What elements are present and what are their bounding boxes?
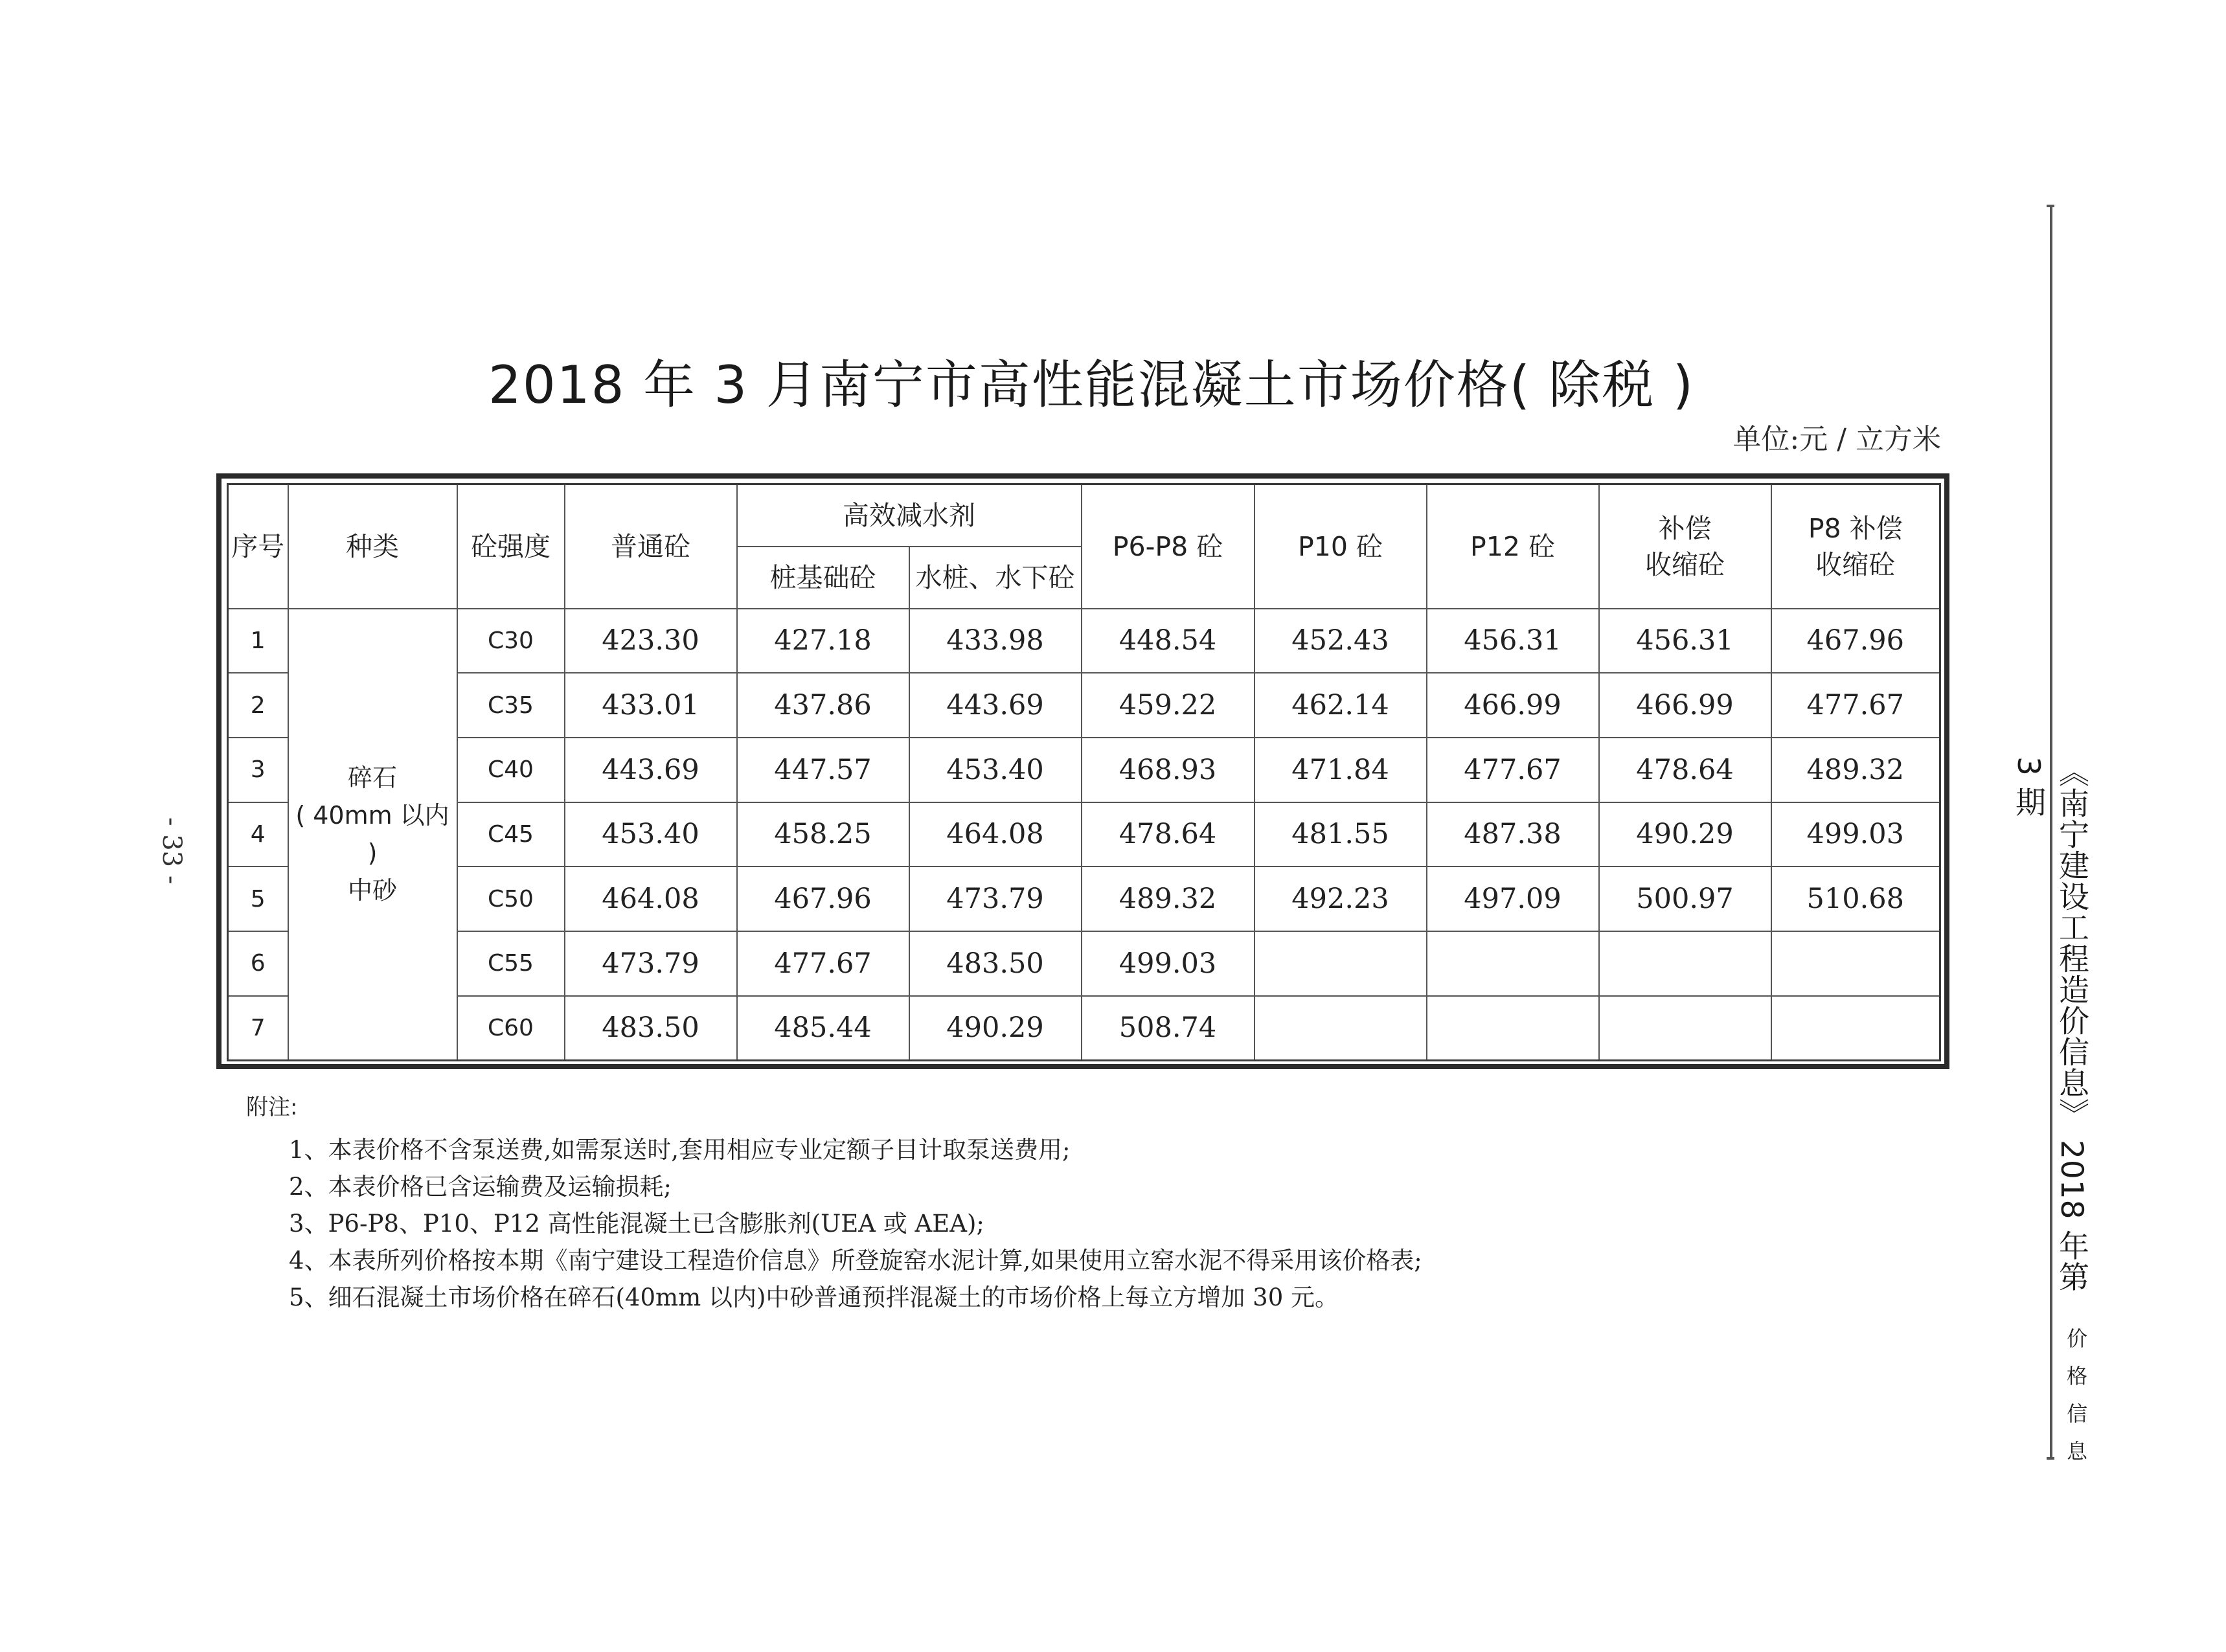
cell-p6p8: 459.22 [1082, 673, 1255, 738]
cell-water: 490.29 [909, 996, 1082, 1061]
cell-water: 483.50 [909, 931, 1082, 996]
cell-p12: 497.09 [1427, 866, 1599, 931]
cell-p8comp [1771, 996, 1940, 1061]
note-item: 3、P6-P8、P10、P12 高性能混凝土已含膨胀剂(UEA 或 AEA); [289, 1210, 984, 1238]
page-title: 2018 年 3 月南宁市高性能混凝土市场价格( 除税 ) [488, 355, 1695, 415]
header-pile-foundation: 桩基础砼 [737, 547, 909, 609]
row-index: 6 [228, 931, 288, 996]
cell-pile: 447.57 [737, 738, 909, 802]
note-item: 4、本表所列价格按本期《南宁建设工程造价信息》所登旋窑水泥计算,如果使用立窑水泥不得采用该价格表; [289, 1247, 1422, 1274]
cell-p8comp: 510.68 [1771, 866, 1940, 931]
header-compensation-line2: 收缩砼 [1645, 549, 1725, 580]
cell-p6p8: 468.93 [1082, 738, 1255, 802]
notes-heading: 附注: [246, 1094, 298, 1120]
notes-section [246, 1089, 1930, 1316]
cell-ordinary: 483.50 [565, 996, 737, 1061]
cell-water: 453.40 [909, 738, 1082, 802]
header-p6-p8: P6-P8 砼 [1082, 484, 1255, 609]
header-p8-compensation [1771, 484, 1940, 609]
type-line1: 碎石 [347, 764, 397, 793]
price-table [227, 483, 1941, 1061]
cell-p10 [1255, 996, 1427, 1061]
cell-pile: 427.18 [737, 609, 909, 673]
cell-p12 [1427, 996, 1599, 1061]
cell-ordinary: 464.08 [565, 866, 737, 931]
note-item: 1、本表价格不含泵送费,如需泵送时,套用相应专业定额子目计取泵送费用; [289, 1136, 1071, 1164]
cell-p8comp: 489.32 [1771, 738, 1940, 802]
cell-water: 473.79 [909, 866, 1082, 931]
cell-comp [1599, 996, 1771, 1061]
journal-title: 《南宁建设工程造价信息》 2018 年第 3 期 [2010, 756, 2089, 1293]
header-p8-compensation-line2: 收缩砼 [1815, 549, 1896, 580]
row-grade: C50 [457, 866, 565, 931]
cell-p10: 471.84 [1255, 738, 1427, 802]
cell-p12 [1427, 931, 1599, 996]
cell-p10: 492.23 [1255, 866, 1427, 931]
row-grade: C30 [457, 609, 565, 673]
cell-p8comp: 477.67 [1771, 673, 1940, 738]
cell-ordinary: 443.69 [565, 738, 737, 802]
row-grade: C40 [457, 738, 565, 802]
side-divider-cap-bottom [2047, 1457, 2054, 1460]
row-index: 5 [228, 866, 288, 931]
header-grade: 砼强度 [457, 484, 565, 609]
cell-comp: 478.64 [1599, 738, 1771, 802]
type-line3: 中砂 [347, 876, 397, 905]
header-p8-compensation-line1: P8 补偿 [1808, 512, 1903, 544]
row-grade: C45 [457, 802, 565, 867]
cell-p12: 477.67 [1427, 738, 1599, 802]
table-row [228, 802, 1940, 867]
cell-comp: 490.29 [1599, 802, 1771, 867]
cell-p12: 466.99 [1427, 673, 1599, 738]
cell-p6p8: 478.64 [1082, 802, 1255, 867]
cell-ordinary: 453.40 [565, 802, 737, 867]
header-compensation [1599, 484, 1771, 609]
cell-pile: 485.44 [737, 996, 909, 1061]
cell-comp: 456.31 [1599, 609, 1771, 673]
cell-pile: 467.96 [737, 866, 909, 931]
header-p10: P10 砼 [1255, 484, 1427, 609]
row-index: 3 [228, 738, 288, 802]
cell-comp: 466.99 [1599, 673, 1771, 738]
cell-p10: 452.43 [1255, 609, 1427, 673]
table-row [228, 673, 1940, 738]
note-item: 2、本表价格已含运输费及运输损耗; [289, 1173, 672, 1201]
row-index: 1 [228, 609, 288, 673]
type-cell [288, 609, 457, 1061]
cell-ordinary: 423.30 [565, 609, 737, 673]
cell-comp: 500.97 [1599, 866, 1771, 931]
header-water-pile: 水桩、水下砼 [909, 547, 1082, 609]
cell-pile: 458.25 [737, 802, 909, 867]
cell-pile: 437.86 [737, 673, 909, 738]
side-divider-cap-top [2047, 205, 2054, 207]
type-line2: ( 40mm 以内 ) [295, 801, 449, 868]
row-index: 2 [228, 673, 288, 738]
row-index: 7 [228, 996, 288, 1061]
cell-water: 433.98 [909, 609, 1082, 673]
cell-p8comp [1771, 931, 1940, 996]
unit-label: 单位:元 / 立方米 [1732, 423, 1941, 456]
section-label: 价格信息 [2063, 1328, 2088, 1478]
note-item: 5、细石混凝土市场价格在碎石(40mm 以内)中砂普通预拌混凝土的市场价格上每立方增加 30 元。 [289, 1284, 1339, 1311]
cell-p6p8: 448.54 [1082, 609, 1255, 673]
cell-p10: 481.55 [1255, 802, 1427, 867]
cell-ordinary: 473.79 [565, 931, 737, 996]
cell-p6p8: 489.32 [1082, 866, 1255, 931]
cell-p8comp: 499.03 [1771, 802, 1940, 867]
table-row [228, 738, 1940, 802]
cell-pile: 477.67 [737, 931, 909, 996]
cell-p6p8: 508.74 [1082, 996, 1255, 1061]
row-grade: C60 [457, 996, 565, 1061]
header-index: 序号 [228, 484, 288, 609]
table-row [228, 609, 1940, 673]
header-ordinary: 普通砼 [565, 484, 737, 609]
cell-water: 464.08 [909, 802, 1082, 867]
table-row [228, 866, 1940, 931]
table-row [228, 996, 1940, 1061]
header-superplasticizer: 高效减水剂 [737, 484, 1082, 547]
cell-water: 443.69 [909, 673, 1082, 738]
cell-p6p8: 499.03 [1082, 931, 1255, 996]
header-compensation-line1: 补偿 [1658, 512, 1712, 544]
cell-ordinary: 433.01 [565, 673, 737, 738]
row-index: 4 [228, 802, 288, 867]
cell-p10 [1255, 931, 1427, 996]
row-grade: C55 [457, 931, 565, 996]
row-grade: C35 [457, 673, 565, 738]
cell-comp [1599, 931, 1771, 996]
cell-p10: 462.14 [1255, 673, 1427, 738]
header-type: 种类 [288, 484, 457, 609]
cell-p8comp: 467.96 [1771, 609, 1940, 673]
table-row [228, 931, 1940, 996]
page-number: - 33 - [157, 817, 187, 885]
cell-p12: 487.38 [1427, 802, 1599, 867]
cell-p12: 456.31 [1427, 609, 1599, 673]
header-p12: P12 砼 [1427, 484, 1599, 609]
